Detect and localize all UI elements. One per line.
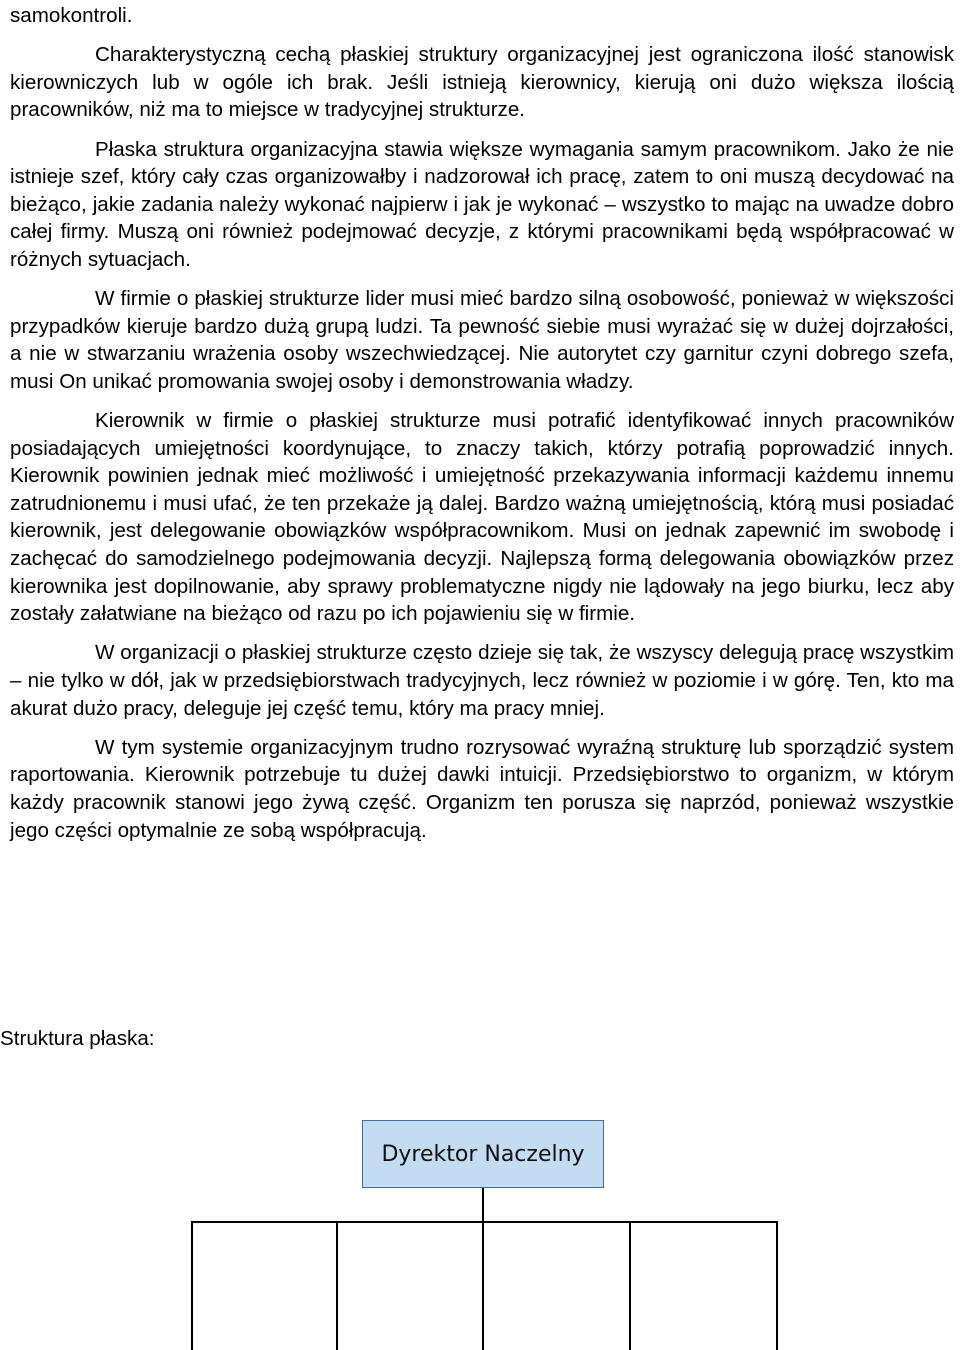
connector-drop-2 (336, 1221, 338, 1350)
connector-drop-3 (482, 1221, 484, 1350)
paragraph-delegation: W organizacji o płaskiej strukturze często dzieje się tak, że wszyscy delegują pracę wszystkim – nie tylko w dół, jak w przedsiębiorstwach tradycyjnych, lecz również w poziomie i w górę. Ten, kto ma akurat dużo pracy, deleguje jej część temu, który ma pracy mniej. (10, 641, 954, 720)
paragraph-employee-requirements: Płaska struktura organizacyjna stawia większe wymagania samym pracownikom. Jako że nie istnieje szef, który cały czas organizowałby i nadzorował ich pracę, zatem to oni muszą decydować na bieżąco, jakie zadania należy wykonać najpierw i jak je wykonać – wszystko to mając na uwadze dobro całej firmy. Muszą oni również podejmować decyzje, z którymi pracownikami będą współpracować w różnych sytuacjach. (10, 137, 954, 271)
connector-drop-4 (629, 1221, 631, 1350)
connector-drop-1 (191, 1221, 193, 1350)
paragraph-characteristics: Charakterystyczną cechą płaskiej struktury organizacyjnej jest ograniczona ilość stanowisk kierowniczych lub w ogóle ich brak. Jeśli istnieją kierownicy, kierują oni dużo większa ilością pracowników, niż ma to miejsce w tradycyjnej strukturze. (10, 43, 954, 122)
paragraph-continuation: samokontroli. (10, 4, 133, 27)
document-body (10, 2, 954, 856)
org-chart-caption: Struktura płaska: (0, 1027, 155, 1050)
org-chart-top-box-label: Dyrektor Naczelny (381, 1141, 585, 1167)
paragraph-organism: W tym systemie organizacyjnym trudno rozrysować wyraźną strukturę lub sporządzić system raportowania. Kierownik potrzebuje tu dużej dawki intuicji. Przedsiębiorstwo to organizm, w którym każdy pracownik stanowi jego żywą część. Organizm ten porusza się naprzód, ponieważ wszystkie jego części optymalnie ze sobą współpracują. (10, 735, 954, 842)
paragraph-manager-skills: Kierownik w firmie o płaskiej strukturze musi potrafić identyfikować innych pracowników posiadających umiejętności koordynujące, to znaczy takich, którzy potrafią poprowadzić innych. Kierownik powinien jednak mieć możliwość i umiejętność przekazywania informacji każdemu innemu zatrudnionemu i musi ufać, że ten przekaże ją dalej. Bardzo ważną umiejętnością, którą musi posiadać kierownik, jest delegowanie obowiązków współpracownikom. Musi on jednak zapewnić im swobodę i zachęcać do samodzielnego podejmowania decyzji. Najlepszą formą delegowania obowiązków przez kierownika jest dopilnowanie, aby sprawy problematyczne nigdy nie lądowały na jego biurku, lecz aby zostały załatwiane na bieżąco od razu po ich pojawieniu się w firmie. (10, 409, 954, 626)
connector-drop-5 (776, 1221, 778, 1350)
connector-horizontal-bus (191, 1221, 778, 1223)
connector-vertical-main (482, 1188, 484, 1222)
paragraph-leader-personality: W firmie o płaskiej strukturze lider musi mieć bardzo silną osobowość, ponieważ w większości przypadków kieruje bardzo dużą grupą ludzi. Ta pewność siebie musi wyrażać się w dużej dojrzałości, a nie w stwarzaniu wrażenia osoby wszechwiedzącej. Nie autorytet czy garnitur czyni dobrego szefa, musi On unikać promowania swojej osoby i demonstrowania władzy. (10, 287, 954, 393)
org-chart (0, 1100, 960, 1350)
org-chart-top-box (362, 1120, 604, 1188)
